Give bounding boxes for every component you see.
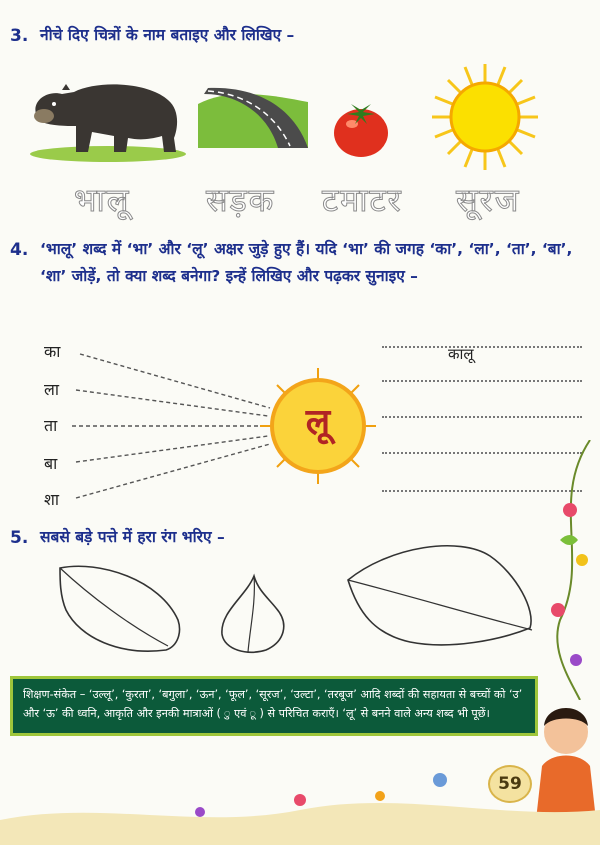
syllable-ba: बा <box>44 454 58 473</box>
question-5-number: 5. <box>10 528 29 548</box>
trace-word-road: सड़क <box>206 181 276 219</box>
question-3-text: नीचे दिए चित्रों के नाम बताइए और लिखिए – <box>40 26 295 44</box>
center-syllable-lu: लू <box>305 402 331 443</box>
bear-icon <box>28 66 188 162</box>
question-5-text: सबसे बड़े पत्ते में हरा रंग भरिए – <box>40 528 225 546</box>
answer-example: कालू <box>448 345 474 363</box>
sun-icon <box>430 62 540 172</box>
trace-word-bear: भालू <box>74 181 131 219</box>
page-number: 59 <box>488 765 532 803</box>
syllable-ta: ता <box>44 416 58 435</box>
leaf-large-icon[interactable] <box>340 536 540 666</box>
trace-word-tomato: टमाटर <box>322 181 403 219</box>
answer-line-1[interactable] <box>382 346 582 348</box>
answer-line-3[interactable] <box>382 416 582 418</box>
tomato-icon <box>330 96 392 160</box>
question-4-number: 4. <box>10 240 29 260</box>
leaf-small-icon[interactable] <box>50 560 190 660</box>
teaching-note: शिक्षण-संकेत – ‘उल्लू’, ‘कुरता’, ‘बगुला’, ‘ऊन’, ‘फूल’, ‘सूरज’, ‘उल्टा’, ‘तरबूज’ आदि शब्दों की सहायता से बच्चों को ‘उ’ और ‘ऊ’ की ध्वनि, आकृति और इनकी मात्राओं ( ु एवं ू ) से परिचित कराएँ। ‘लू’ से बनने वाले अन्य शब्द भी पूछें। <box>10 676 538 736</box>
question-4-text: ‘भालू’ शब्द में ‘भा’ और ‘लू’ अक्षर जुड़े हुए हैं। यदि ‘भा’ की जगह ‘का’, ‘ला’, ‘ता’, ‘बा’, ‘शा’ जोड़ें, तो क्या शब्द बनेगा? इन्हें लिखिए और पढ़कर सुनाइए – <box>40 240 573 285</box>
flower-vine-decoration <box>530 440 600 700</box>
syllable-sha: शा <box>44 490 60 509</box>
road-icon <box>198 84 308 148</box>
syllable-ka: का <box>44 342 61 361</box>
question-3-number: 3. <box>10 26 29 46</box>
syllable-la: ला <box>44 380 59 399</box>
leaf-tiny-icon[interactable] <box>210 572 300 662</box>
trace-word-sun: सूरज <box>456 181 521 219</box>
answer-line-2[interactable] <box>382 380 582 382</box>
